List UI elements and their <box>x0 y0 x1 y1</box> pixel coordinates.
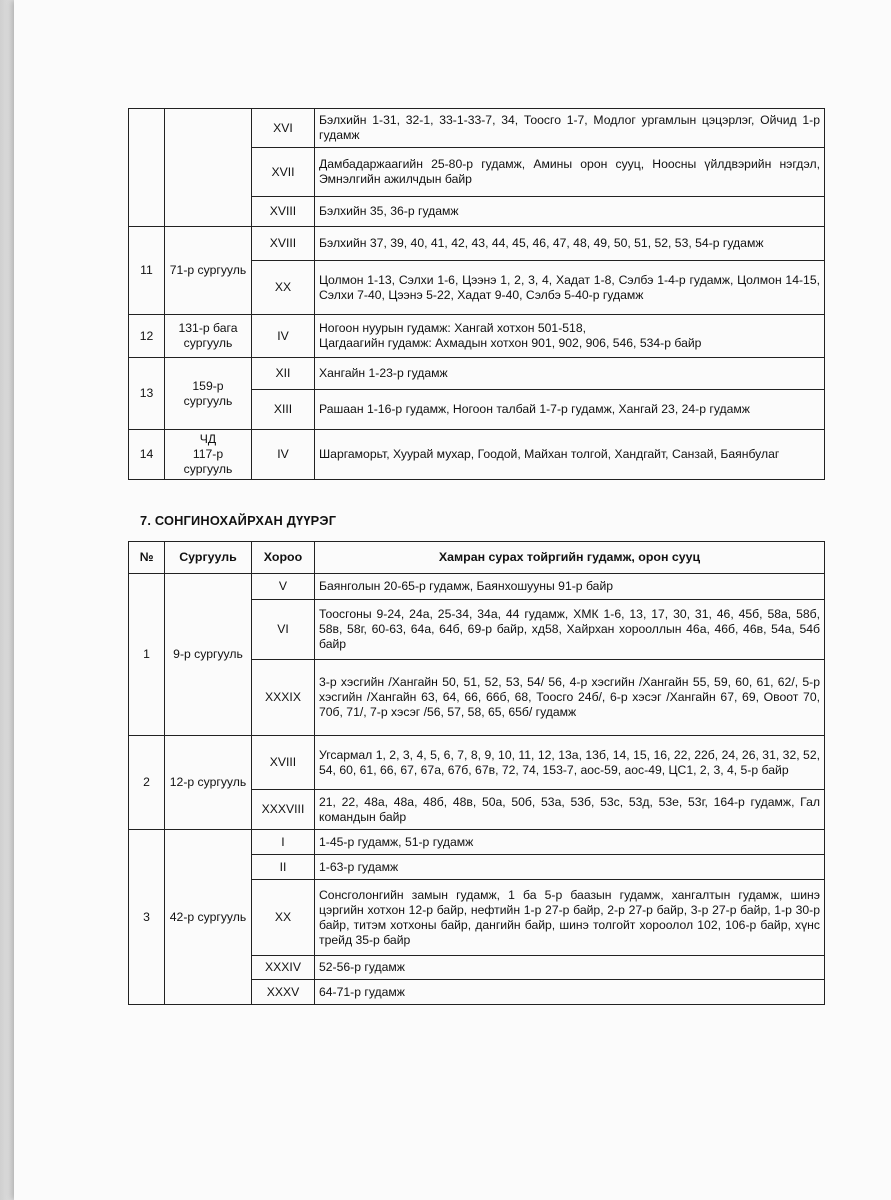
streets-cell: 52-56-р гудамж <box>315 956 825 980</box>
table-row <box>129 358 825 390</box>
row-number: 14 <box>129 430 165 480</box>
streets-cell <box>315 315 825 358</box>
school-name: 159-р сургууль <box>165 358 252 430</box>
khoroo-cell: XVII <box>252 148 315 197</box>
khoroo-cell: XXXIX <box>252 660 315 736</box>
streets-cell: 1-63-р гудамж <box>315 855 825 880</box>
streets-cell: 3-р хэсгийн /Хангайн 50, 51, 52, 53, 54/ 56, 4-р хэсгийн /Хангайн 55, 59, 60, 61, 62/, 5-р хэсгийн /Хангайн 63, 64, 66, 66б, 68, Тоосго 24б/, 6-р хэсэг /Хангайн 67, 69, Овоот 70, 70б, 71/, 7-р хэсэг /56, 57, 58, 65, 65б/ гудамж <box>315 660 825 736</box>
column-header-khoroo: Хороо <box>252 542 315 574</box>
streets-cell: Хангайн 1-23-р гудамж <box>315 358 825 390</box>
school-name: 42-р сургууль <box>165 830 252 1005</box>
khoroo-cell: IV <box>252 430 315 480</box>
streets-cell: 1-45-р гудамж, 51-р гудамж <box>315 830 825 855</box>
streets-cell: Рашаан 1-16-р гудамж, Ногоон талбай 1-7-р гудамж, Хангай 23, 24-р гудамж <box>315 390 825 430</box>
khoroo-cell: V <box>252 574 315 600</box>
khoroo-cell: XVIII <box>252 227 315 261</box>
table-row <box>129 109 825 148</box>
khoroo-cell: XVI <box>252 109 315 148</box>
row-number: 3 <box>129 830 165 1005</box>
khoroo-cell: II <box>252 855 315 880</box>
school-name <box>165 430 252 480</box>
school-line: сургууль <box>183 462 233 476</box>
streets-cell: Бэлхийн 1-31, 32-1, 33-1-33-7, 34, Тоосго 1-7, Модлог ургамлын цэцэрлэг, Ойчид 1-р гудамж <box>315 109 825 148</box>
streets-cell: Тоосгоны 9-24, 24а, 25-34, 34а, 44 гудамж, ХМК 1-6, 13, 17, 30, 31, 46, 45б, 58а, 58б, 58в, 58г, 60-63, 64а, 64б, 69-р байр, хд58, Хайрхан хорооллын 46а, 46б, 46в, 54а, 54б байр <box>315 600 825 660</box>
street-line: Ногоон нуурын гудамж: Хангай хотхон 501-518, <box>319 321 586 335</box>
school-name: 131-р бага сургууль <box>165 315 252 358</box>
table-row <box>129 830 825 855</box>
row-number: 13 <box>129 358 165 430</box>
streets-cell: Дамбадаржаагийн 25-80-р гудамж, Амины орон сууц, Ноосны үйлдвэрийн нэгдэл, Эмнэлгийн ажилчдын байр <box>315 148 825 197</box>
streets-cell: 64-71-р гудамж <box>315 980 825 1005</box>
column-header-streets: Хамран сурах тойргийн гудамж, орон сууц <box>315 542 825 574</box>
khoroo-cell: XVIII <box>252 736 315 790</box>
khoroo-cell: XII <box>252 358 315 390</box>
column-header-school: Сургууль <box>165 542 252 574</box>
streets-cell: Баянголын 20-65-р гудамж, Баянхошууны 91-р байр <box>315 574 825 600</box>
row-number: 2 <box>129 736 165 830</box>
khoroo-cell: XX <box>252 880 315 956</box>
streets-cell: Сонсголонгийн замын гудамж, 1 ба 5-р баазын гудамж, хангалтын гудамж, шинэ цэргийн хотхон 12-р байр, нефтийн 1-р 27-р байр, 2-р 27-р байр, 3-р 27-р байр, 1-р 30-р байр, титэм хотхоны байр, дангийн байр, шинэ толгойт хороолол 102, 106-р байр, хүнс трейд 35-р байр <box>315 880 825 956</box>
streets-cell: Угсармал 1, 2, 3, 4, 5, 6, 7, 8, 9, 10, 11, 12, 13а, 13б, 14, 15, 16, 22, 22б, 24, 26, 31, 32, 52, 54, 60, 61, 66, 67, 67а, 67б, 67в, 72, 74, 153-7, аос-59, аос-49, ЦС1, 2, 3, 4, 5-р байр <box>315 736 825 790</box>
streets-cell: Бэлхийн 35, 36-р гудамж <box>315 197 825 227</box>
table-row <box>129 227 825 261</box>
streets-cell: Цолмон 1-13, Сэлхи 1-6, Цээнэ 1, 2, 3, 4, Хадат 1-8, Сэлбэ 1-4-р гудамж, Цолмон 14-15, Сэлхи 7-40, Цээнэ 5-22, Хадат 9-40, Сэлбэ 5-40-р гудамж <box>315 261 825 315</box>
khoroo-cell: I <box>252 830 315 855</box>
school-name <box>165 109 252 227</box>
district-table <box>128 541 825 1005</box>
khoroo-cell: VI <box>252 600 315 660</box>
khoroo-cell: XXXV <box>252 980 315 1005</box>
street-line: Цагдаагийн гудамж: Ахмадын хотхон 901, 902, 906, 546, 534-р байр <box>319 336 702 350</box>
khoroo-cell: XVIII <box>252 197 315 227</box>
table-row <box>129 430 825 480</box>
school-name: 9-р сургууль <box>165 574 252 736</box>
section-heading: 7. СОНГИНОХАЙРХАН ДҮҮРЭГ <box>140 513 337 528</box>
table-row <box>129 574 825 600</box>
document-page <box>14 0 891 1200</box>
school-name: 12-р сургууль <box>165 736 252 830</box>
streets-cell: Бэлхийн 37, 39, 40, 41, 42, 43, 44, 45, 46, 47, 48, 49, 50, 51, 52, 53, 54-р гудамж <box>315 227 825 261</box>
khoroo-cell: XXXVIII <box>252 790 315 830</box>
khoroo-cell: XXXIV <box>252 956 315 980</box>
table-row <box>129 315 825 358</box>
school-line: 117-р <box>192 447 224 461</box>
khoroo-cell: XX <box>252 261 315 315</box>
district-table-continued <box>128 108 825 480</box>
row-number: 1 <box>129 574 165 736</box>
column-header-number: № <box>129 542 165 574</box>
school-line: ЧД <box>199 432 217 446</box>
khoroo-cell: IV <box>252 315 315 358</box>
row-number: 12 <box>129 315 165 358</box>
khoroo-cell: XIII <box>252 390 315 430</box>
table-header-row <box>129 542 825 574</box>
table-row <box>129 736 825 790</box>
streets-cell: 21, 22, 48а, 48а, 48б, 48в, 50а, 50б, 53а, 53б, 53с, 53д, 53е, 53г, 164-р гудамж, Гал командын байр <box>315 790 825 830</box>
row-number: 11 <box>129 227 165 315</box>
school-name: 71-р сургууль <box>165 227 252 315</box>
streets-cell: Шаргаморьт, Хуурай мухар, Гоодой, Майхан толгой, Хандгайт, Санзай, Баянбулаг <box>315 430 825 480</box>
page-edge <box>0 0 14 1200</box>
row-number <box>129 109 165 227</box>
